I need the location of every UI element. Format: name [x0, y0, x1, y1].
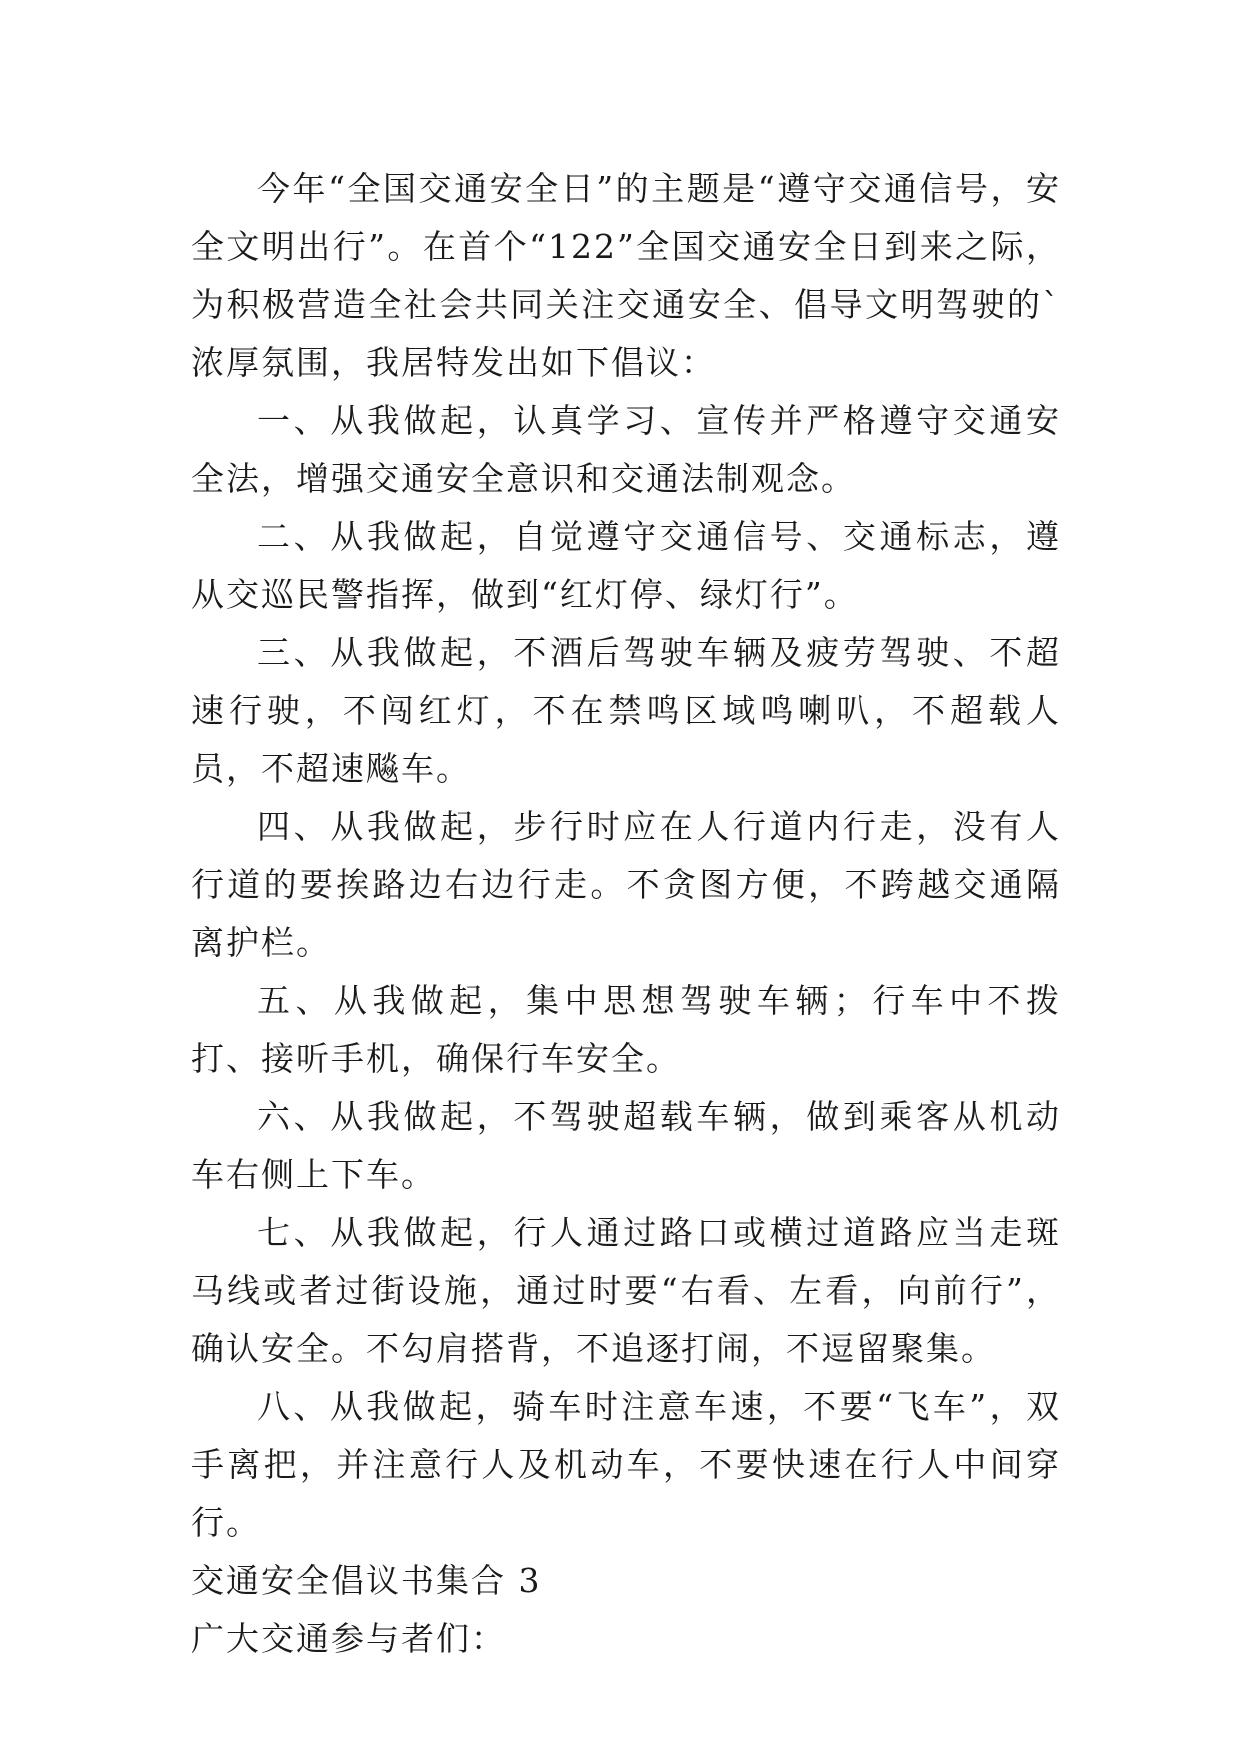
- proposal-item-7: 七、从我做起，行人通过路口或横过道路应当走斑马线或者过街设施，通过时要“右看、左看，向前行”，确认安全。不勾肩搭背，不追逐打闹，不逗留聚集。: [191, 1213, 1061, 1368]
- document-body: [191, 160, 1061, 1668]
- section-title: 交通安全倡议书集合 3: [191, 1561, 542, 1600]
- salutation: 广大交通参与者们：: [191, 1619, 506, 1658]
- proposal-item-4: 四、从我做起，步行时应在人行道内行走，没有人行道的要挨路边右边行走。不贪图方便，不跨越交通隔离护栏。: [191, 807, 1061, 962]
- proposal-item-2: 二、从我做起，自觉遵守交通信号、交通标志，遵从交巡民警指挥，做到“红灯停、绿灯行”。: [191, 517, 1061, 614]
- proposal-item-8: 八、从我做起，骑车时注意车速，不要“飞车”，双手离把，并注意行人及机动车，不要快速在行人中间穿行。: [191, 1387, 1061, 1542]
- proposal-item-5: 五、从我做起，集中思想驾驶车辆；行车中不拨打、接听手机，确保行车安全。: [191, 981, 1061, 1078]
- proposal-item-1: 一、从我做起，认真学习、宣传并严格遵守交通安全法，增强交通安全意识和交通法制观念。: [191, 401, 1061, 498]
- proposal-item-6: 六、从我做起，不驾驶超载车辆，做到乘客从机动车右侧上下车。: [191, 1097, 1061, 1194]
- proposal-item-3: 三、从我做起，不酒后驾驶车辆及疲劳驾驶、不超速行驶，不闯红灯，不在禁鸣区域鸣喇叭，不超载人员，不超速飚车。: [191, 633, 1061, 788]
- intro-paragraph: 今年“全国交通安全日”的主题是“遵守交通信号，安全文明出行”。在首个“122”全国交通安全日到来之际，为积极营造全社会共同关注交通安全、倡导文明驾驶的`浓厚氛围，我居特发出如下倡议：: [191, 169, 1061, 382]
